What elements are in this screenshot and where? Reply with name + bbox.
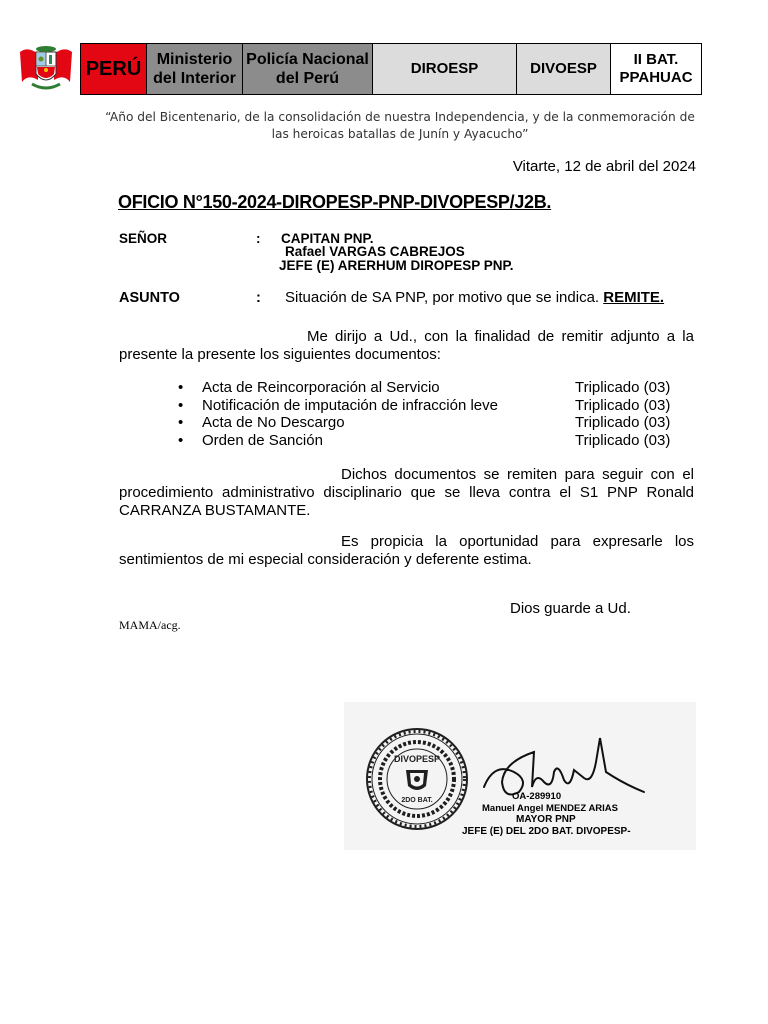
recipient-name: Rafael VARGAS CABREJOS xyxy=(285,244,465,259)
body-paragraph-2: Dichos documentos se remiten para seguir con el procedimiento administrativo disciplinario que se lleva contra el S1 PNP Ronald CARRANZA BUSTAMANTE. xyxy=(119,466,694,519)
document-list-item xyxy=(178,379,698,397)
handwritten-signature xyxy=(474,732,664,802)
peru-coat-of-arms-logo xyxy=(18,44,74,94)
official-seal-stamp xyxy=(362,724,472,834)
recipient-label: SEÑOR xyxy=(119,231,168,246)
header-unit2: DIVOESP xyxy=(530,60,597,77)
header-ministry-line1: Ministerio xyxy=(156,50,233,68)
document-date: Vitarte, 12 de abril del 2024 xyxy=(512,158,696,175)
header-unit3-line1: II BAT. xyxy=(633,51,679,68)
document-list-item xyxy=(178,414,698,432)
subject-label: ASUNTO xyxy=(119,290,180,306)
document-quantity: Triplicado (03) xyxy=(575,414,671,431)
signature-rank: MAYOR PNP xyxy=(516,814,576,825)
header-police-cell xyxy=(243,44,373,94)
svg-text:DIVOPESP: DIVOPESP xyxy=(393,754,441,764)
recipient-rank: CAPITAN PNP. xyxy=(281,231,374,246)
farewell: Dios guarde a Ud. xyxy=(510,600,631,617)
header-unit1-cell xyxy=(373,44,517,94)
header-unit2-cell xyxy=(517,44,611,94)
header-police-line2: del Perú xyxy=(275,70,340,87)
subject-action: REMITE. xyxy=(603,289,665,306)
document-quantity: Triplicado (03) xyxy=(575,379,671,396)
header-unit3-line2: PPAHUAC xyxy=(619,69,693,86)
recipient-colon: : xyxy=(256,231,261,246)
subject-text-wrap xyxy=(285,289,664,306)
body-paragraph-1: Me dirijo a Ud., con la finalidad de remitir adjunto a la presente la presente los siguientes documentos: xyxy=(119,328,694,363)
signature-position: JEFE (E) DEL 2DO BAT. DIVOPESP- xyxy=(462,826,631,837)
document-name: Notificación de imputación de infracción leve xyxy=(202,397,498,414)
document-quantity: Triplicado (03) xyxy=(575,432,671,449)
header-police-line1: Policía Nacional xyxy=(246,50,369,68)
subject-text: Situación de SA PNP, por motivo que se indica. xyxy=(285,289,604,306)
signature-name: Manuel Angel MENDEZ ARIAS xyxy=(482,803,618,814)
bullet-icon: • xyxy=(178,397,184,414)
signature-cip: OA-289910 xyxy=(512,791,562,802)
header-institution-bar xyxy=(80,43,702,95)
year-motto: “Año del Bicentenario, de la consolidación de nuestra Independencia, y de la conmemoración de las heroicas batallas de Junín y Ayacucho” xyxy=(105,110,695,141)
signature-stamp-block xyxy=(344,702,696,850)
bullet-icon: • xyxy=(178,432,184,449)
document-name: Acta de Reincorporación al Servicio xyxy=(202,379,440,396)
header-ministry-cell xyxy=(147,44,243,94)
document-list-item xyxy=(178,432,698,450)
document-name: Acta de No Descargo xyxy=(202,414,345,431)
header-ministry-line2: del Interior xyxy=(153,70,236,87)
body-paragraph-3: Es propicia la oportunidad para expresarle los sentimientos de mi especial consideración y deferente estima. xyxy=(119,533,694,568)
document-list-item xyxy=(178,397,698,415)
header-country: PERÚ xyxy=(85,58,142,80)
document-quantity: Triplicado (03) xyxy=(575,397,671,414)
oficio-number: OFICIO N°150-2024-DIROPESP-PNP-DIVOPESP/J2B. xyxy=(118,192,552,212)
bullet-icon: • xyxy=(178,414,184,431)
svg-text:2DO BAT.: 2DO BAT. xyxy=(401,797,433,804)
subject-colon: : xyxy=(256,290,261,306)
header-unit1: DIROESP xyxy=(410,60,479,77)
document-name: Orden de Sanción xyxy=(202,432,323,449)
header-unit3-cell xyxy=(611,44,701,94)
header-country-cell xyxy=(81,44,147,94)
bullet-icon: • xyxy=(178,379,184,396)
recipient-position: JEFE (E) ARERHUM DIROPESP PNP. xyxy=(279,258,514,273)
reference-initials: MAMA/acg. xyxy=(119,618,181,632)
